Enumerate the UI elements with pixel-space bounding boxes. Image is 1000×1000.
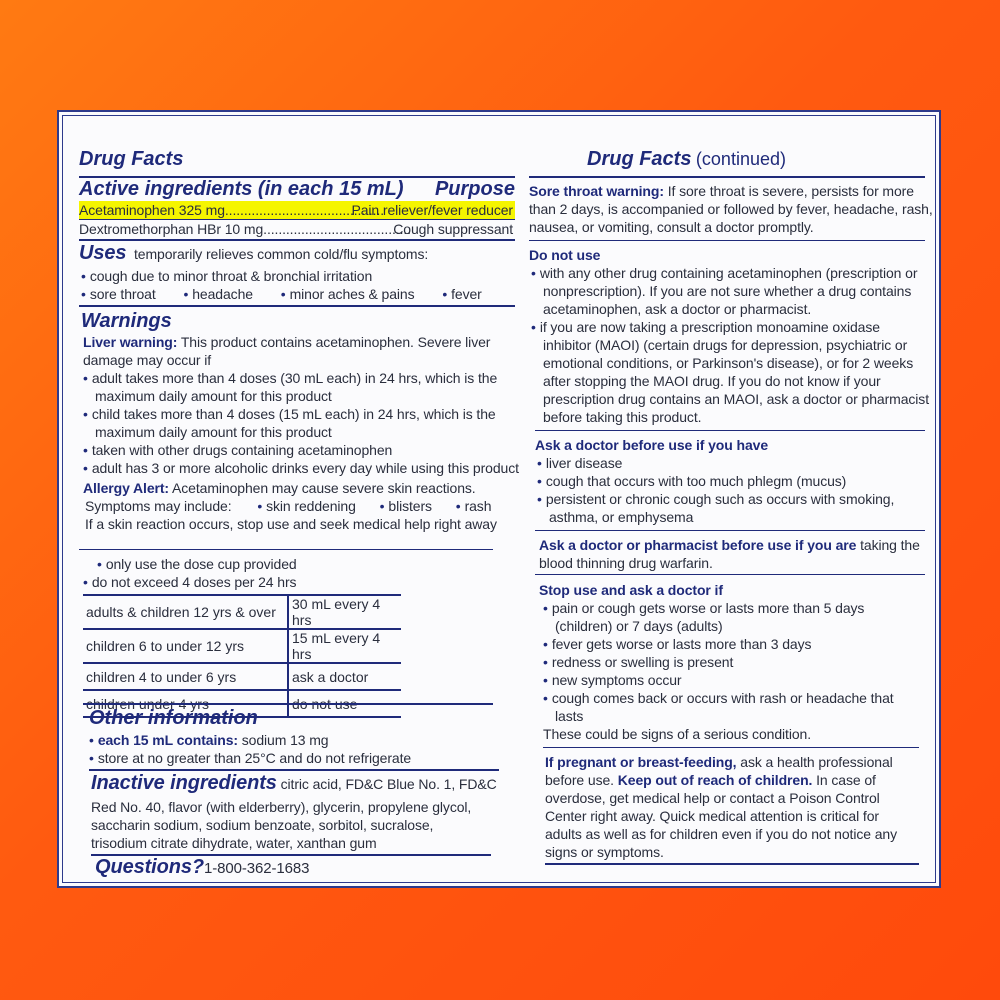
drug-facts-title: Drug Facts [79,148,184,170]
active-ingredients-header: Active ingredients (in each 15 mL) [79,178,404,200]
do-not-use-title: Do not use [529,247,601,263]
other-information: • each 15 mL contains: sodium 13 mg • store at no greater than 25°C and do not refrigerate [89,731,411,767]
dosage-table [83,594,401,718]
sore-throat-warning: Sore throat warning: If sore throat is severe, persists for more than 2 days, is accompanied or followed by fever, headache, rash, nausea, or vomiting, consult a doctor promptly. [529,183,933,235]
liver-warning: Liver warning: This product contains acetaminophen. Severe liver damage may occur if [83,334,491,368]
stop-use-title: Stop use and ask a doctor if [539,582,723,598]
skin-reaction: If a skin reaction occurs, stop use and seek medical help right away [85,516,497,532]
purpose-header: Purpose [434,178,515,200]
table-row: children 4 to under 6 yrs ask a doctor [83,663,401,690]
table-row: children under 4 yrs do not use [83,690,401,717]
table-row: children 6 to under 12 yrs 15 mL every 4 hrs [83,629,401,663]
liver-bullets: • adult takes more than 4 doses (30 mL each) in 24 hrs, which is the maximum daily amount for this product • child takes more than 4 doses (15 mL each) in 24 hrs, which is the maximum daily amount for this product • taken with other drugs containing acetaminophen • adult has 3 or more alcoholic drinks every day while using this product [83,369,519,477]
uses-item: • cough due to minor throat & bronchial irritation [81,267,372,285]
other-information-title: Other information [89,707,258,729]
uses-row: • sore throat • headache • minor aches & pains • fever [81,285,482,303]
ingredient-row-1: Acetaminophen 325 mg.......................................... Pain reliever/fever reducer [79,202,513,218]
ingredient-row-2: Dextromethorphan HBr 10 mg....................................... Cough suppressant [79,221,513,237]
table-row: adults & children 12 yrs & over 30 mL every 4 hrs [83,595,401,629]
do-not-use-list: • with any other drug containing acetaminophen (prescription or nonprescription). If you are not sure whether a drug contains acetaminophen, ask a doctor or pharmacist. • if you are now taking a prescription monoamine oxidase inhibitor (MAOI) (certain drugs for depression, psychiatric or emotional conditions, or Parkinson's disease), or for 2 weeks after stopping the MAOI drug. If you do not know if your prescription drug contains an MAOI, ask a doctor or pharmacist before taking this product. [531,264,929,426]
ask-doctor-list: • liver disease • cough that occurs with too much phlegm (mucus) • persistent or chronic cough such as occurs with smoking, asthma, or emphysema [537,454,894,526]
allergy-alert: Allergy Alert: Acetaminophen may cause severe skin reactions. [83,480,476,496]
pregnancy-warning: If pregnant or breast-feeding, ask a health professional before use. Keep out of reach of children. In case of overdose, get medical help or contact a Poison Control Center right away. Quick medical attention is critical for adults as well as for children even if you do not notice any signs or symptoms. [545,754,897,860]
uses-section: Uses temporarily relieves common cold/flu symptoms: [79,242,429,264]
symptoms: Symptoms may include: • skin reddening • blisters • rash [85,497,491,515]
dose-cup-note: • only use the dose cup provided [97,555,297,573]
continued-title: Drug Facts (continued) [587,148,786,170]
dose-limit-note: • do not exceed 4 doses per 24 hrs [83,573,296,591]
questions: Questions?1-800-362-1683 [95,856,310,878]
ask-pharmacist: Ask a doctor or pharmacist before use if you are taking the blood thinning drug warfarin. [539,537,920,571]
inactive-ingredients-lines: Red No. 40, flavor (with elderberry), glycerin, propylene glycol, saccharin sodium, sodium benzoate, sorbitol, sucralose, trisodium citrate dihydrate, water, xanthan gum [91,799,472,851]
drug-facts-panel [57,110,941,888]
stop-use-list: • pain or cough gets worse or lasts more than 5 days (children) or 7 days (adults) • fever gets worse or lasts more than 3 days • redness or swelling is present • new symptoms occur • cough comes back or occurs with rash or headache that lasts These could be signs of a serious condition. [543,599,894,743]
inactive-ingredients: Inactive ingredients citric acid, FD&C Blue No. 1, FD&C [91,772,497,794]
ask-doctor-title: Ask a doctor before use if you have [535,437,769,453]
warnings-title: Warnings [81,310,172,332]
